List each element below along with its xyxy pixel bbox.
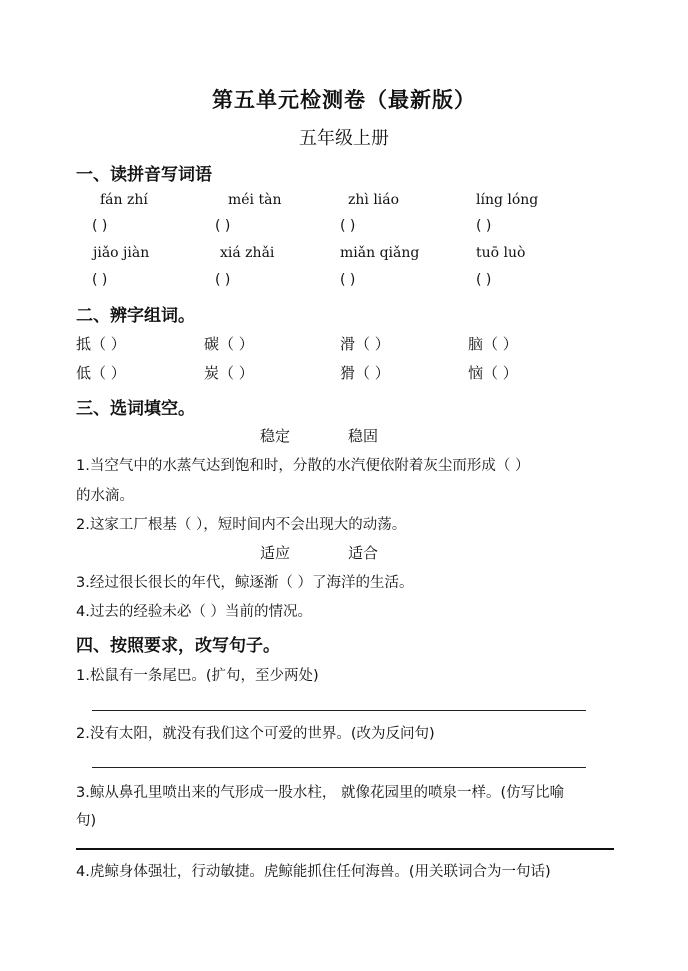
pinyin-item: zhì liáo — [348, 192, 400, 208]
answer-blank[interactable]: ( ) — [340, 218, 356, 234]
answer-blank[interactable]: ( ) — [92, 218, 108, 234]
pinyin-item: méi tàn — [228, 192, 282, 208]
section-4-heading: 四、按照要求，改写句子。 — [76, 636, 280, 656]
question-3-1-continued: 的水滴。 — [76, 488, 134, 504]
char-compare-item[interactable]: 抵（ ） — [76, 335, 126, 353]
answer-line[interactable] — [92, 710, 586, 711]
pinyin-item: líng lóng — [476, 192, 539, 208]
question-4-1: 1.松鼠有一条尾巴。(扩句，至少两处) — [76, 668, 319, 684]
word-option: 适合 — [348, 544, 379, 562]
char-compare-item[interactable]: 恼（ ） — [468, 364, 518, 382]
answer-blank[interactable]: ( ) — [92, 272, 108, 288]
question-4-2: 2.没有太阳，就没有我们这个可爱的世界。(改为反问句) — [76, 726, 435, 742]
section-1-heading: 一、读拼音写词语 — [76, 165, 212, 185]
pinyin-item: miǎn qiǎng — [340, 245, 420, 261]
question-3-4: 4.过去的经验未必（ ）当前的情况。 — [76, 604, 312, 620]
pinyin-item: jiǎo jiàn — [93, 245, 150, 261]
word-option: 稳固 — [348, 427, 379, 445]
char-compare-item[interactable]: 低（ ） — [76, 364, 126, 382]
char-compare-item[interactable]: 炭（ ） — [204, 364, 254, 382]
word-option: 适应 — [260, 544, 291, 562]
question-4-4: 4.虎鲸身体强壮，行动敏捷。虎鲸能抓住任何海兽。(用关联词合为一句话) — [76, 864, 551, 880]
section-3-heading: 三、选词填空。 — [76, 399, 195, 419]
char-compare-item[interactable]: 滑（ ） — [340, 335, 390, 353]
char-compare-item[interactable]: 碳（ ） — [204, 335, 254, 353]
pinyin-item: tuō luò — [476, 245, 526, 261]
section-2-heading: 二、辨字组词。 — [76, 306, 195, 326]
char-compare-item[interactable]: 猾（ ） — [340, 364, 390, 382]
question-3-3: 3.经过很长很长的年代，鲸逐渐（ ）了海洋的生活。 — [76, 575, 414, 591]
answer-blank[interactable]: ( ) — [340, 272, 356, 288]
question-4-3: 3.鲸从鼻孔里喷出来的气形成一股水柱， 就像花园里的喷泉一样。(仿写比喻 — [76, 785, 565, 801]
answer-blank[interactable]: ( ) — [476, 272, 492, 288]
answer-line[interactable] — [76, 848, 614, 850]
answer-blank[interactable]: ( ) — [215, 218, 231, 234]
char-compare-item[interactable]: 脑（ ） — [468, 335, 518, 353]
pinyin-item: xiá zhǎi — [220, 245, 275, 261]
answer-line[interactable] — [92, 767, 586, 768]
answer-blank[interactable]: ( ) — [215, 272, 231, 288]
word-option: 稳定 — [260, 427, 291, 445]
question-4-3-continued: 句) — [76, 813, 97, 829]
page-subtitle: 五年级上册 — [299, 128, 389, 149]
answer-blank[interactable]: ( ) — [476, 218, 492, 234]
question-3-1: 1.当空气中的水蒸气达到饱和时，分散的水汽便依附着灰尘而形成（ ） — [76, 458, 530, 474]
page-title: 第五单元检测卷（最新版） — [212, 87, 476, 112]
question-3-2: 2.这家工厂根基（ ），短时间内不会出现大的动荡。 — [76, 517, 407, 533]
pinyin-item: fán zhí — [100, 192, 148, 208]
